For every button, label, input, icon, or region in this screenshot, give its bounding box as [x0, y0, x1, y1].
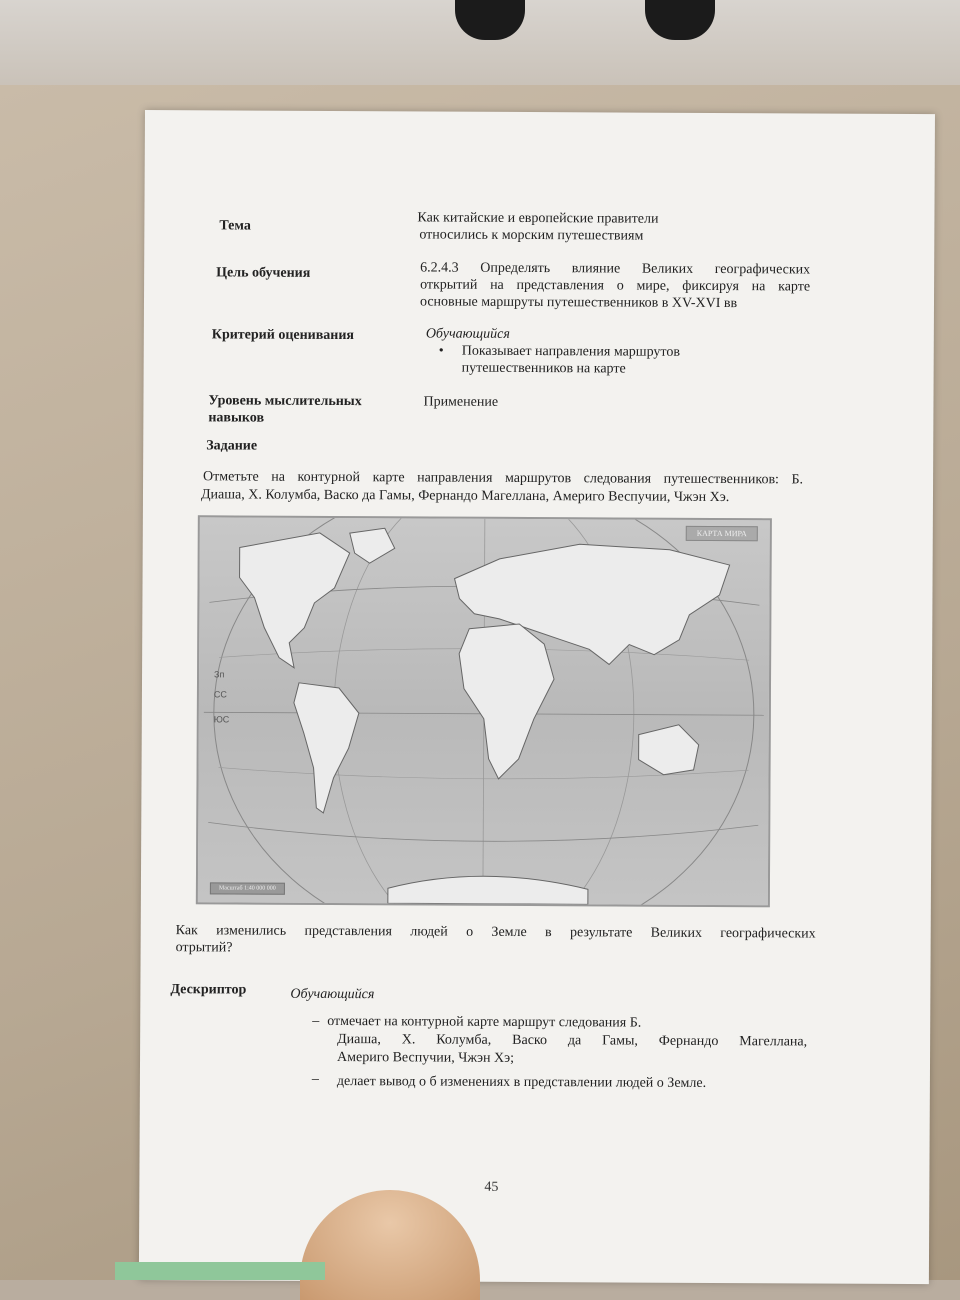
map-scale-badge: Масштаб 1:40 000 000: [210, 882, 285, 894]
task-line1: Отметьте на контурной карте направления маршрутов следования путешественников: Б.: [203, 469, 804, 488]
descriptor-dash1: –: [312, 1013, 320, 1029]
criterion-bullet-line1: Показывает направления маршрутов: [461, 343, 680, 360]
descriptor-item1-line1: отмечает на контурной карте маршрут следования Б.: [327, 1013, 642, 1031]
page-number: 45: [484, 1179, 499, 1195]
question-line2: отрытий?: [175, 940, 233, 956]
world-contour-map: [196, 515, 772, 907]
descriptor-dash2: –: [311, 1071, 319, 1087]
svg-text:Зп: Зп: [214, 669, 225, 680]
descriptor-item2: делает вывод о б изменениях в представлении людей о Земле.: [336, 1074, 707, 1091]
task-heading: Задание: [206, 438, 258, 454]
goal-line1: 6.2.4.3 Определять влияние Великих географических: [420, 260, 811, 278]
svg-text:ЮС: ЮС: [213, 714, 230, 725]
svg-text:СС: СС: [213, 689, 227, 700]
worksheet-page: [139, 110, 935, 1284]
descriptor-learner: Обучающийся: [290, 986, 375, 1003]
topic-line1: Как китайские и европейские правители: [417, 210, 659, 227]
level-label-line2: навыков: [208, 410, 265, 426]
world-map-drawing: [198, 517, 770, 905]
criterion-learner: Обучающийся: [425, 326, 510, 342]
criterion-bullet-dot: •: [438, 343, 444, 359]
level-value: Применение: [423, 394, 499, 410]
right-shoe: [645, 0, 715, 40]
goal-label: Цель обучения: [216, 265, 311, 281]
criterion-bullet-line2: путешественников на карте: [461, 360, 626, 377]
descriptor-item1-line3: Америго Веспучии, Чжэн Хэ;: [337, 1050, 515, 1066]
descriptor-label: Дескриптор: [170, 982, 247, 998]
task-line2: Диаша, Х. Колумба, Васко да Гамы, Фернандо Магеллана, Америго Веспучии, Чжэн Хэ.: [200, 487, 730, 506]
topic-line2: относились к морским путешествиям: [419, 227, 644, 244]
question-line1: Как изменились представления людей о Земле в результате Великих географических: [175, 923, 816, 942]
goal-line2: открытий на представления о мире, фиксируя на карте: [420, 277, 811, 295]
topic-label: Тема: [219, 218, 251, 234]
level-label-line1: Уровень мыслительных: [208, 393, 362, 410]
floor-background: [0, 0, 960, 95]
descriptor-item1-line2: Диаша, Х. Колумба, Васко да Гамы, Фернандо Магеллана,: [337, 1032, 808, 1050]
criterion-label: Критерий оценивания: [211, 327, 355, 344]
left-shoe: [455, 0, 525, 40]
goal-line3: основные маршруты путешественников в XV-XVI вв: [419, 294, 738, 312]
green-book-edge: [115, 1262, 325, 1280]
map-title-badge: КАРТА МИРА: [686, 526, 758, 541]
